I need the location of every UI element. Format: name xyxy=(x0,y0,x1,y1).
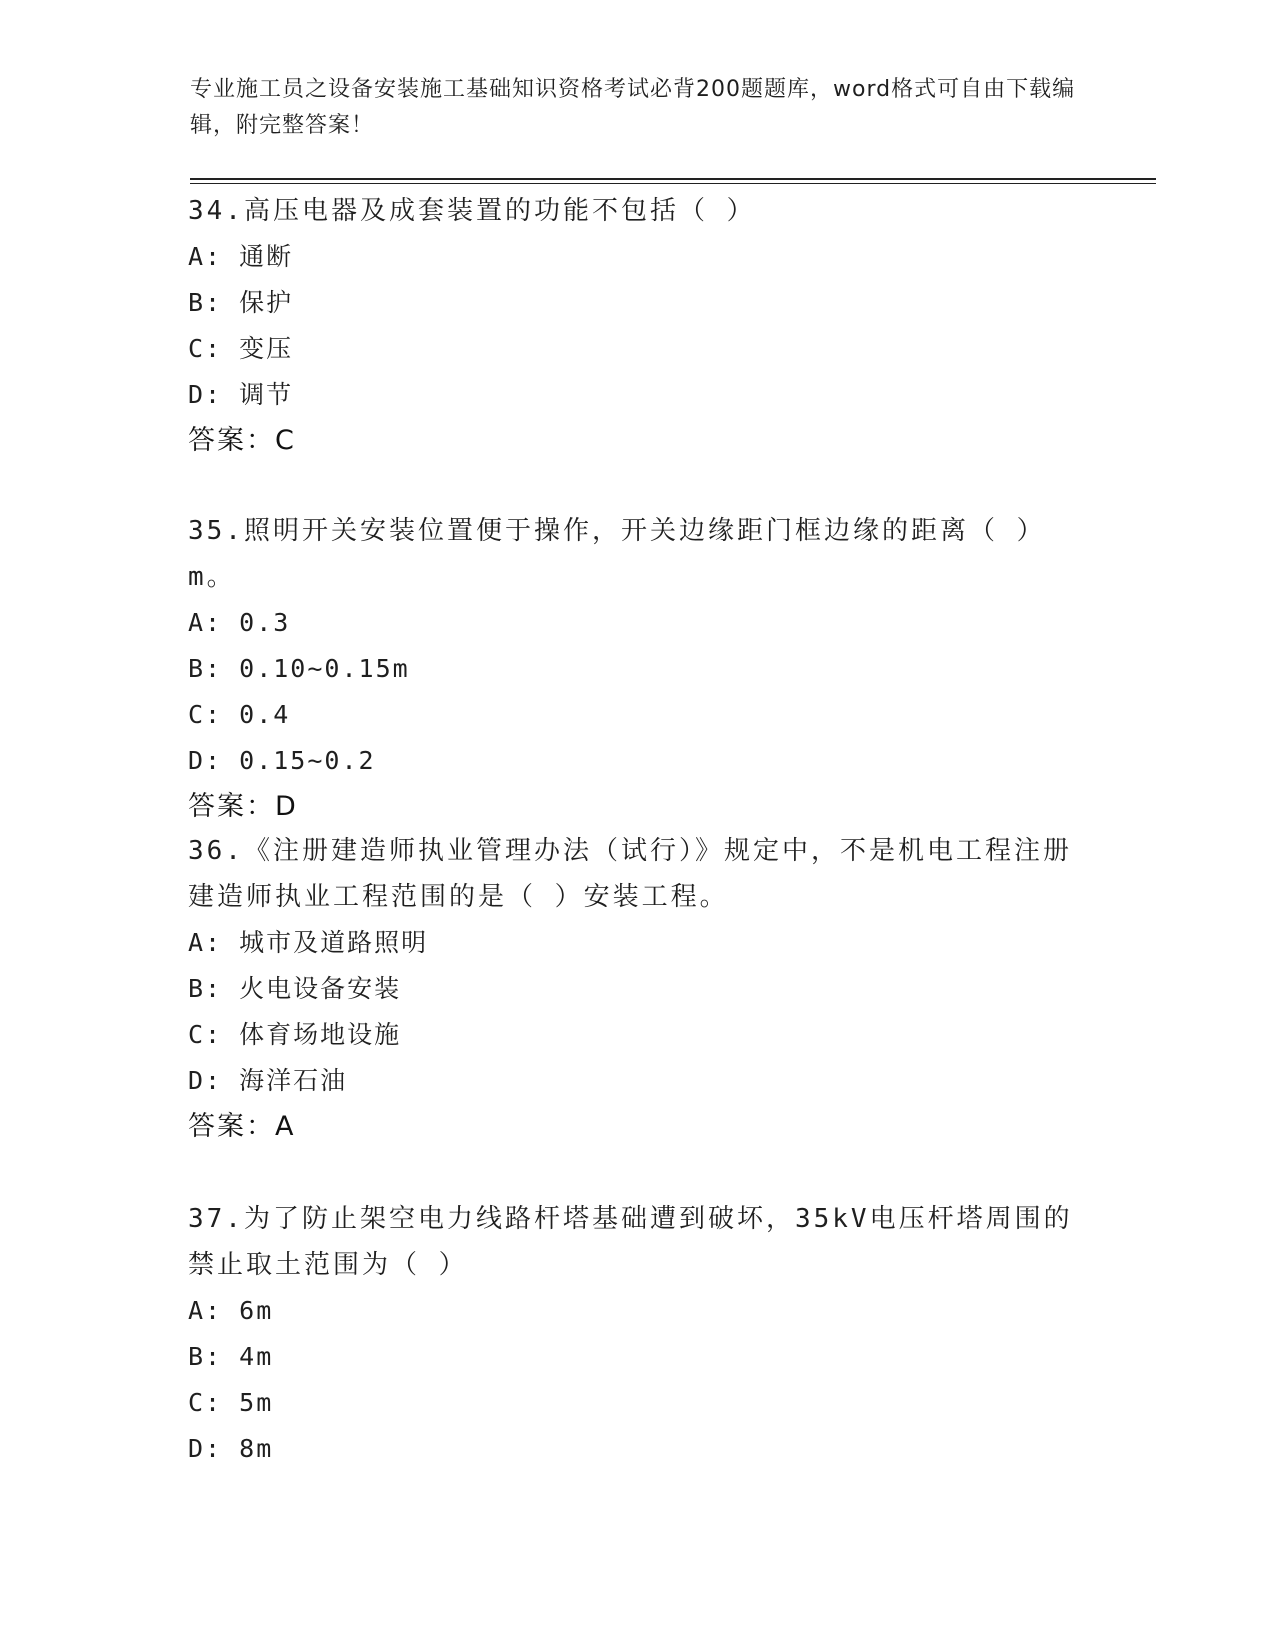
option-d: D: 调节 xyxy=(188,380,294,409)
option-c: C: 5m xyxy=(188,1388,274,1417)
option-c: C: 变压 xyxy=(188,334,294,363)
question-35 xyxy=(188,508,1088,830)
option-c: C: 0.4 xyxy=(188,700,291,729)
option-b: B: 火电设备安装 xyxy=(188,974,402,1003)
document-header: 专业施工员之设备安装施工基础知识资格考试必背200题题库，word格式可自由下载编辑，附完整答案！ xyxy=(190,77,1076,138)
option-d: D: 0.15~0.2 xyxy=(188,746,376,775)
question-34 xyxy=(188,188,1088,464)
question-37 xyxy=(188,1196,1088,1472)
header-divider-thin xyxy=(190,183,1156,184)
option-a: A: 城市及道路照明 xyxy=(188,928,429,957)
option-b: B: 0.10~0.15m xyxy=(188,654,410,683)
question-stem: 37.为了防止架空电力线路杆塔基础遭到破坏，35kV电压杆塔周围的禁止取土范围为（ ） xyxy=(188,1204,1073,1280)
question-stem: 35.照明开关安装位置便于操作，开关边缘距门框边缘的距离（ ）m。 xyxy=(188,516,1046,592)
option-d: D: 海洋石油 xyxy=(188,1066,348,1095)
option-b: B: 4m xyxy=(188,1342,274,1371)
option-a: A: 6m xyxy=(188,1296,274,1325)
option-a: A: 0.3 xyxy=(188,608,291,637)
option-d: D: 8m xyxy=(188,1434,274,1463)
answer-line: 答案：D xyxy=(188,791,298,822)
answer-line: 答案：C xyxy=(188,425,296,456)
answer-line: 答案：A xyxy=(188,1111,296,1142)
question-stem: 34.高压电器及成套装置的功能不包括（ ） xyxy=(188,196,756,226)
option-b: B: 保护 xyxy=(188,288,294,317)
option-a: A: 通断 xyxy=(188,242,294,271)
question-stem: 36.《注册建造师执业管理办法（试行）》规定中，不是机电工程注册建造师执业工程范围的是（ ）安装工程。 xyxy=(188,836,1072,912)
question-36 xyxy=(188,828,1088,1150)
option-c: C: 体育场地设施 xyxy=(188,1020,402,1049)
header-divider-thick xyxy=(190,178,1156,180)
